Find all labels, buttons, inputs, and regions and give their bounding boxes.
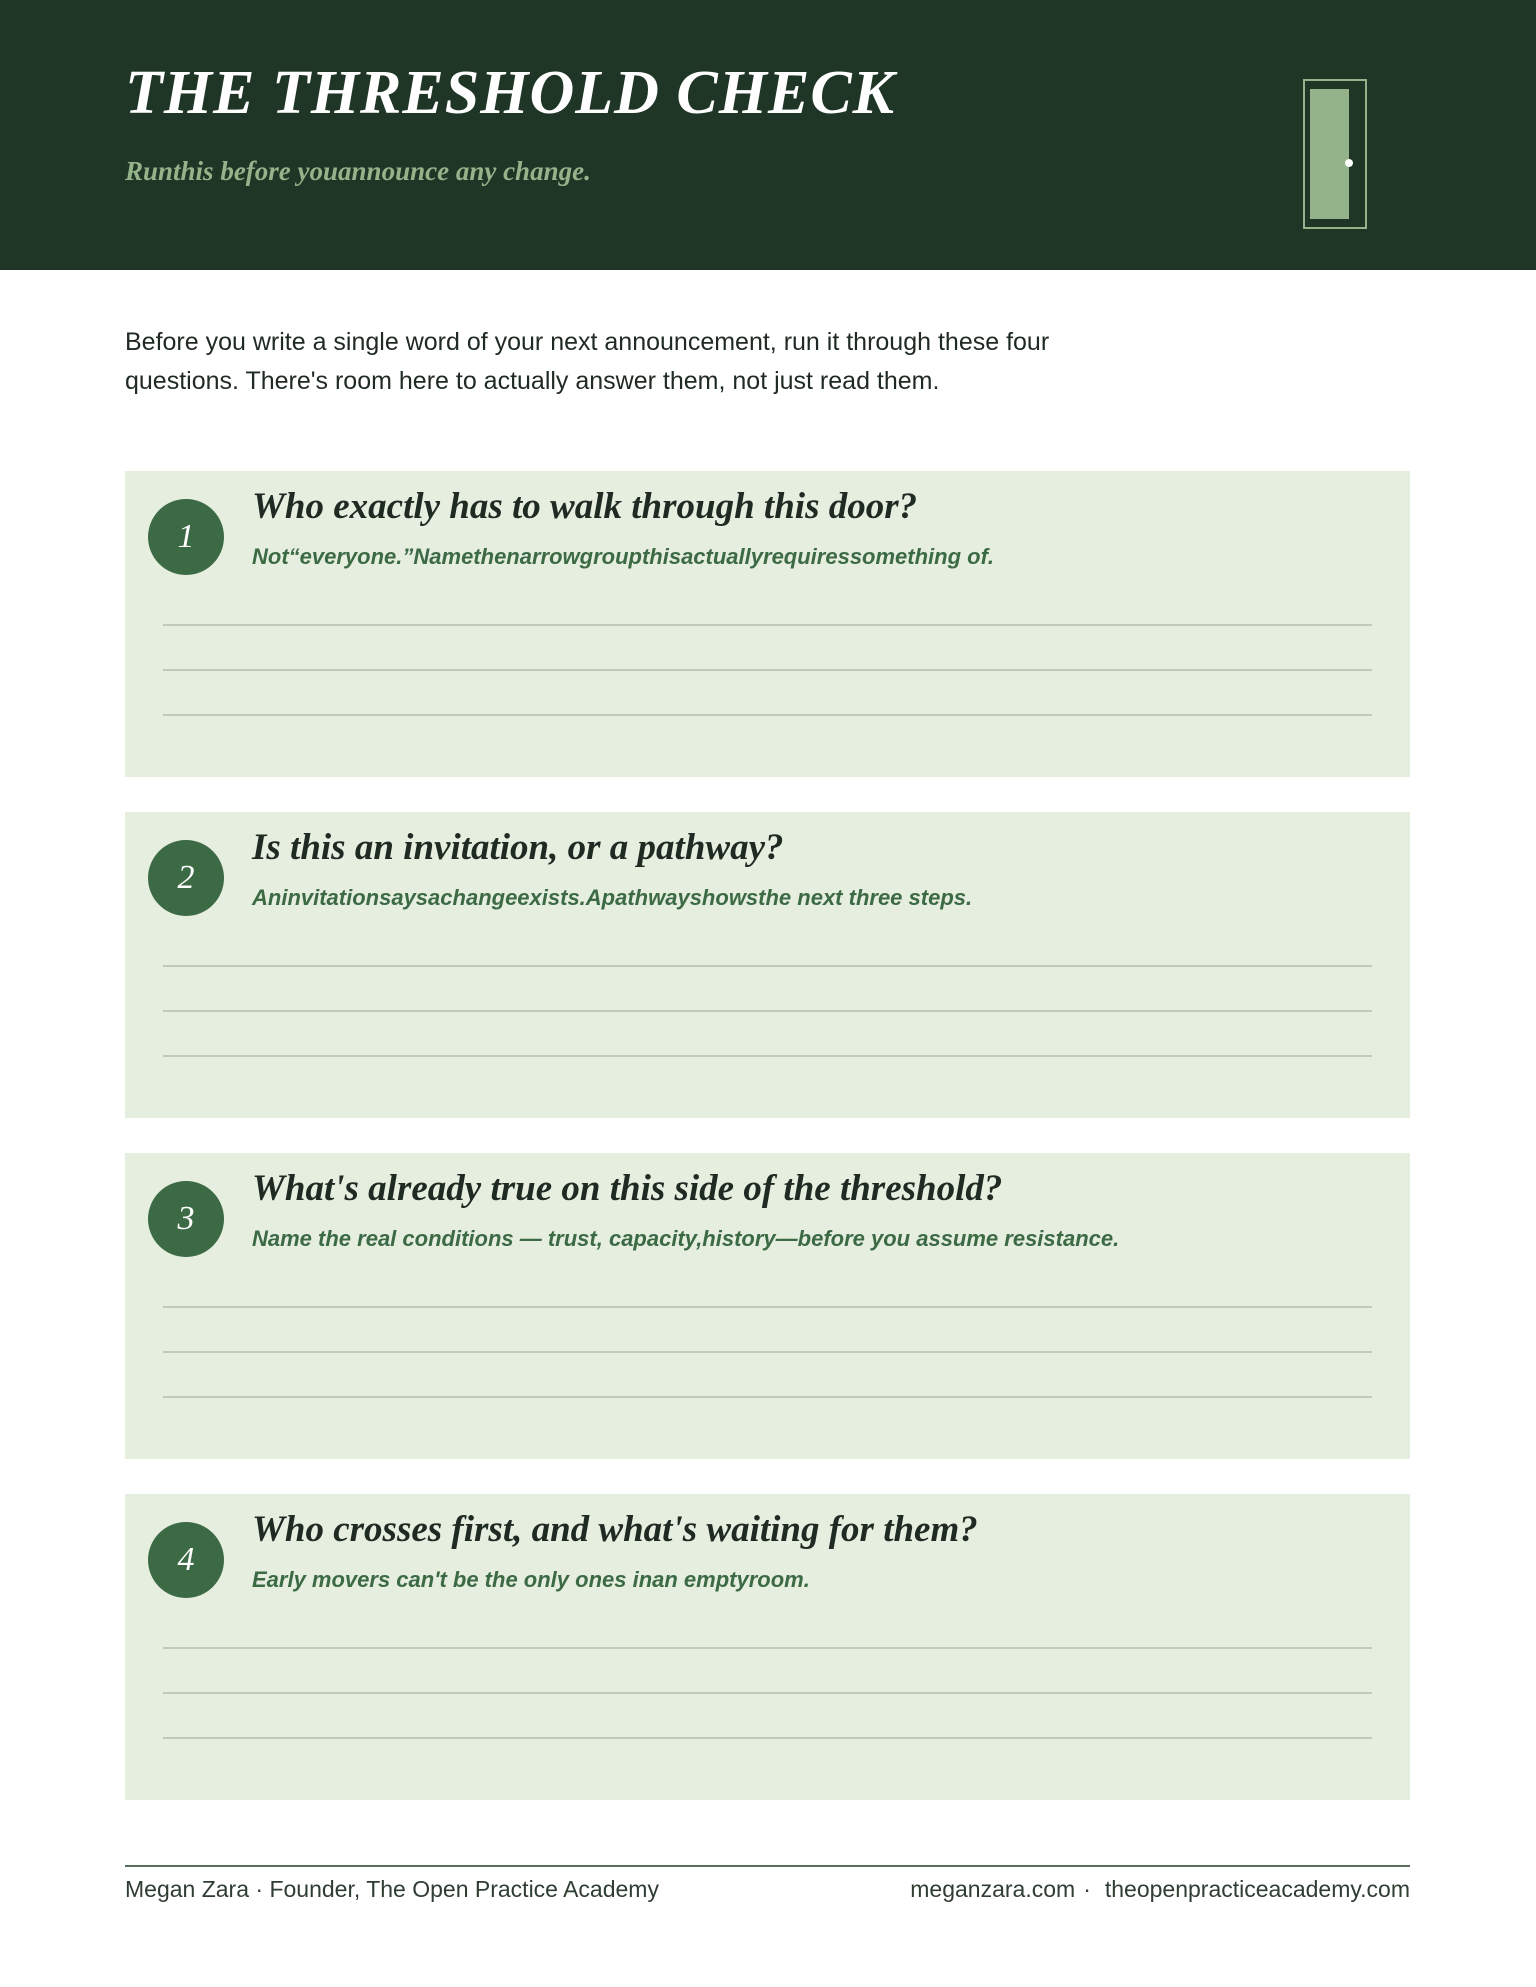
question-title: Is this an invitation, or a pathway?	[252, 827, 784, 868]
question-card-4	[125, 1494, 1410, 1800]
question-hint: Name the real conditions — trust, capacity,history—before you assume resistance.	[252, 1226, 1120, 1251]
question-card-1	[125, 471, 1410, 777]
question-hint: Aninvitationsaysachangeexists.Apathwayshowsthe next three steps.	[252, 885, 973, 910]
door-panel	[1310, 89, 1349, 219]
intro-line: questions. There's room here to actually answer them, not just read them.	[125, 367, 940, 395]
header-banner	[0, 0, 1536, 270]
footer-divider	[125, 1865, 1410, 1867]
footer-link-academy[interactable]: theopenpracticeacademy.com	[1104, 1876, 1410, 1902]
question-title: Who exactly has to walk through this door?	[252, 486, 918, 527]
answer-line[interactable]	[163, 1737, 1372, 1739]
answer-line[interactable]	[163, 624, 1372, 626]
answer-line[interactable]	[163, 1306, 1372, 1308]
question-hint: Early movers can't be the only ones inan emptyroom.	[252, 1567, 810, 1592]
question-title: Who crosses first, and what's waiting for them?	[252, 1509, 978, 1550]
question-title: What's already true on this side of the threshold?	[252, 1168, 1003, 1209]
question-hint: Not“everyone.”Namethenarrowgroupthisactuallyrequiressomething of.	[252, 544, 995, 569]
door-knob	[1345, 159, 1353, 167]
intro-line: Before you write a single word of your next announcement, run it through these four	[125, 328, 1050, 356]
answer-line[interactable]	[163, 1010, 1372, 1012]
footer-author: Megan Zara · Founder, The Open Practice Academy	[125, 1876, 659, 1902]
answer-line[interactable]	[163, 714, 1372, 716]
page-subtitle: Runthis before youannounce any change.	[125, 156, 591, 186]
footer-link-meganzara[interactable]: meganzara.com	[910, 1876, 1076, 1902]
question-number-badge: 4	[148, 1522, 224, 1598]
answer-line[interactable]	[163, 1396, 1372, 1398]
answer-line[interactable]	[163, 965, 1372, 967]
door-icon	[1303, 79, 1367, 229]
page-title: THE THRESHOLD CHECK	[125, 59, 896, 127]
answer-line[interactable]	[163, 1055, 1372, 1057]
answer-line[interactable]	[163, 1351, 1372, 1353]
question-number-badge: 3	[148, 1181, 224, 1257]
question-card-3	[125, 1153, 1410, 1459]
question-number-badge: 1	[148, 499, 224, 575]
question-card-2	[125, 812, 1410, 1118]
footer-separator: ·	[1083, 1876, 1091, 1902]
answer-line[interactable]	[163, 1647, 1372, 1649]
answer-line[interactable]	[163, 669, 1372, 671]
answer-line[interactable]	[163, 1692, 1372, 1694]
question-number-badge: 2	[148, 840, 224, 916]
footer-links	[910, 1876, 1410, 1903]
intro-paragraph	[125, 323, 1185, 401]
